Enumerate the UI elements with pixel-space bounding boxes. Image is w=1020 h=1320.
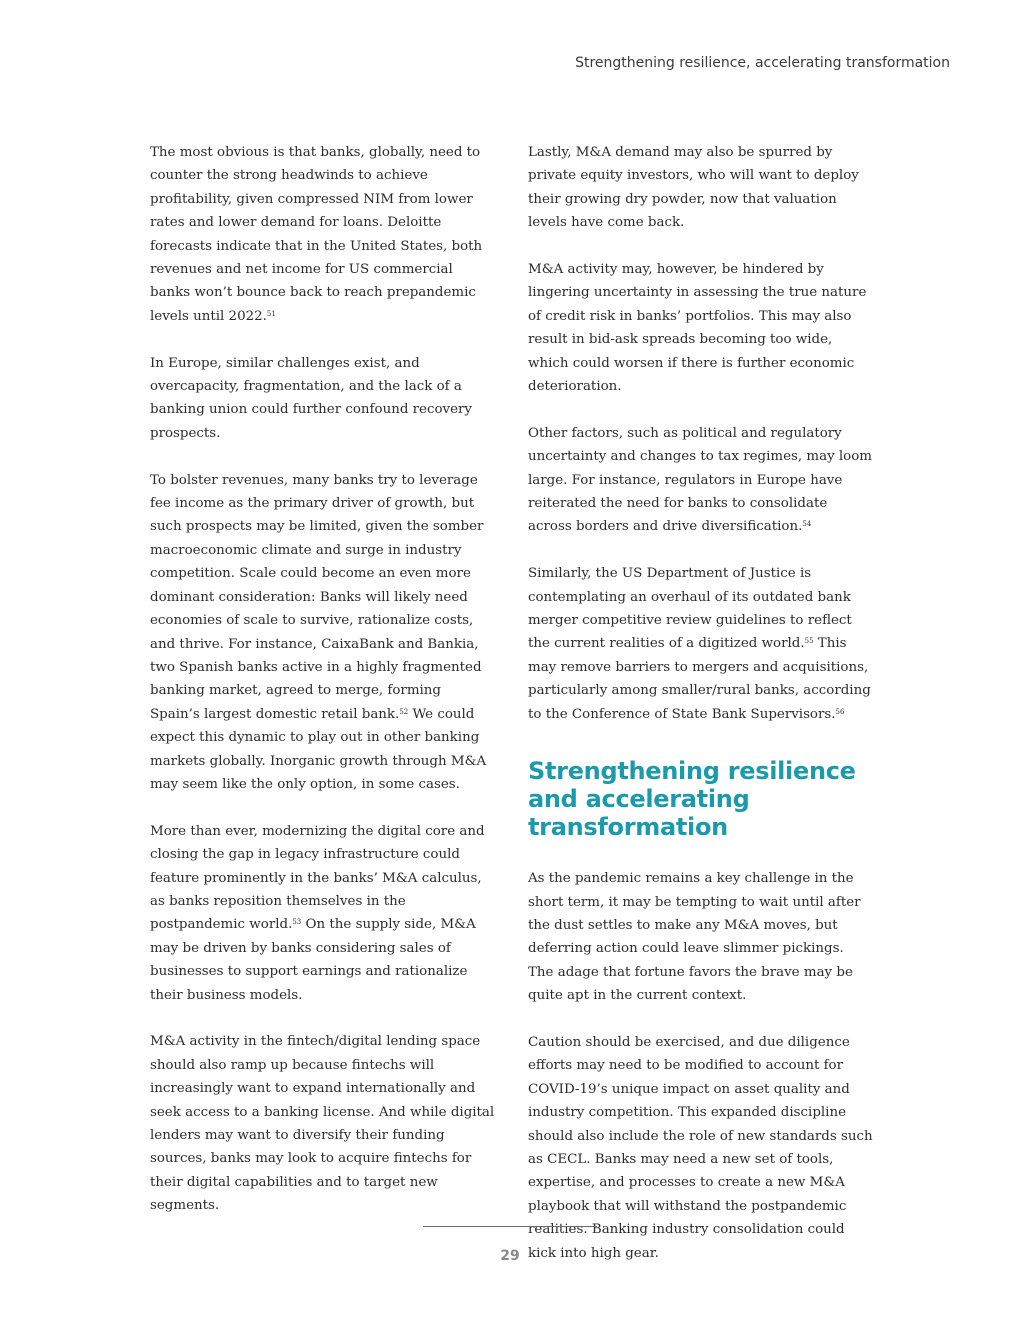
paragraph bbox=[150, 141, 495, 328]
footnote-ref: 52 bbox=[399, 707, 409, 716]
paragraph: M&A activity in the fintech/digital lending space should also ramp up because fintechs will increasingly want to expand internationally and seek access to a banking license. And while digital lenders may want to diversify their funding sources, banks may look to acquire fintechs for their digital capabilities and to target new segments. bbox=[150, 1034, 495, 1214]
paragraph-text: To bolster revenues, many banks try to leverage fee income as the primary driver of growth, but such prospects may be limited, given the somber macroeconomic climate and surge in industry competition. Scale could become an even more dominant consideration: Banks will likely need economies of scale to survive, rationalize costs, and thrive. For instance, CaixaBank and Bankia, two Spanish banks active in a highly fragmented banking market, agreed to merge, forming Spain’s largest domestic retail bank. bbox=[150, 472, 484, 722]
footnote-ref: 54 bbox=[802, 520, 812, 529]
paragraph-text: This may remove barriers to mergers and acquisitions, particularly among smaller/rural banks, according to the Conference of State Bank Supervisors. bbox=[528, 636, 871, 722]
paragraph-text: We could expect this dynamic to play out in other banking markets globally. Inorganic growth through M&A may seem like the only option, in some cases. bbox=[150, 706, 487, 792]
paragraph-text: More than ever, modernizing the digital core and closing the gap in legacy infrastructure could feature prominently in the banks’ M&A calculus, as banks reposition themselves in the postpandemic world. bbox=[150, 823, 485, 933]
paragraph bbox=[528, 562, 873, 726]
paragraph bbox=[150, 820, 495, 1007]
footer-divider bbox=[423, 1226, 597, 1227]
left-column bbox=[150, 141, 495, 1241]
paragraph: As the pandemic remains a key challenge in the short term, it may be tempting to wait until after the dust settles to make any M&A moves, but deferring action could leave slimmer pickings. The adage that fortune favors the brave may be quite apt in the current context. bbox=[528, 871, 861, 1004]
footnote-ref: 56 bbox=[835, 707, 845, 716]
right-column bbox=[528, 141, 873, 1288]
paragraph bbox=[150, 469, 495, 797]
paragraph: M&A activity may, however, be hindered by lingering uncertainty in assessing the true nature of credit risk in banks’ portfolios. This may also result in bid-ask spreads becoming too wide, which could worsen if there is further economic deterioration. bbox=[528, 262, 867, 395]
running-header: Strengthening resilience, accelerating transformation bbox=[575, 55, 950, 71]
paragraph: In Europe, similar challenges exist, and overcapacity, fragmentation, and the lack of a banking union could further confound recovery prospects. bbox=[150, 355, 472, 441]
paragraph: Caution should be exercised, and due diligence efforts may need to be modified to account for COVID-19’s unique impact on asset quality and industry competition. This expanded discipline should also include the role of new standards such as CECL. Banks may need a new set of tools, expertise, and processes to create a new M&A playbook that will withstand the postpandemic realities. Banking industry consolidation could kick into high gear. bbox=[528, 1034, 873, 1261]
paragraph-text: Other factors, such as political and regulatory uncertainty and changes to tax regimes, may loom large. For instance, regulators in Europe have reiterated the need for banks to consolidate across borders and drive diversification. bbox=[528, 425, 873, 535]
footnote-ref: 55 bbox=[804, 637, 814, 646]
footnote-ref: 53 bbox=[292, 918, 302, 927]
paragraph-text: The most obvious is that banks, globally, need to counter the strong headwinds to achieve profitability, given compressed NIM from lower rates and lower demand for loans. Deloitte forecasts indicate that in the United States, both revenues and net income for US commercial banks won’t bounce back to reach prepandemic levels until 2022. bbox=[150, 145, 483, 324]
page-number: 29 bbox=[500, 1248, 520, 1264]
paragraph: Lastly, M&A demand may also be spurred by private equity investors, who will want to deploy their growing dry powder, now that valuation levels have come back. bbox=[528, 145, 859, 231]
footnote-ref: 51 bbox=[266, 309, 276, 318]
paragraph bbox=[528, 422, 873, 539]
section-heading: Strengthening resilience and accelerating transformation bbox=[528, 757, 856, 842]
paragraph-text: On the supply side, M&A may be driven by banks considering sales of businesses to support earnings and rationalize their business models. bbox=[150, 917, 476, 1003]
paragraph-text: Similarly, the US Department of Justice is contemplating an overhaul of its outdated bank merger competitive review guidelines to reflect the current realities of a digitized world. bbox=[528, 566, 852, 652]
